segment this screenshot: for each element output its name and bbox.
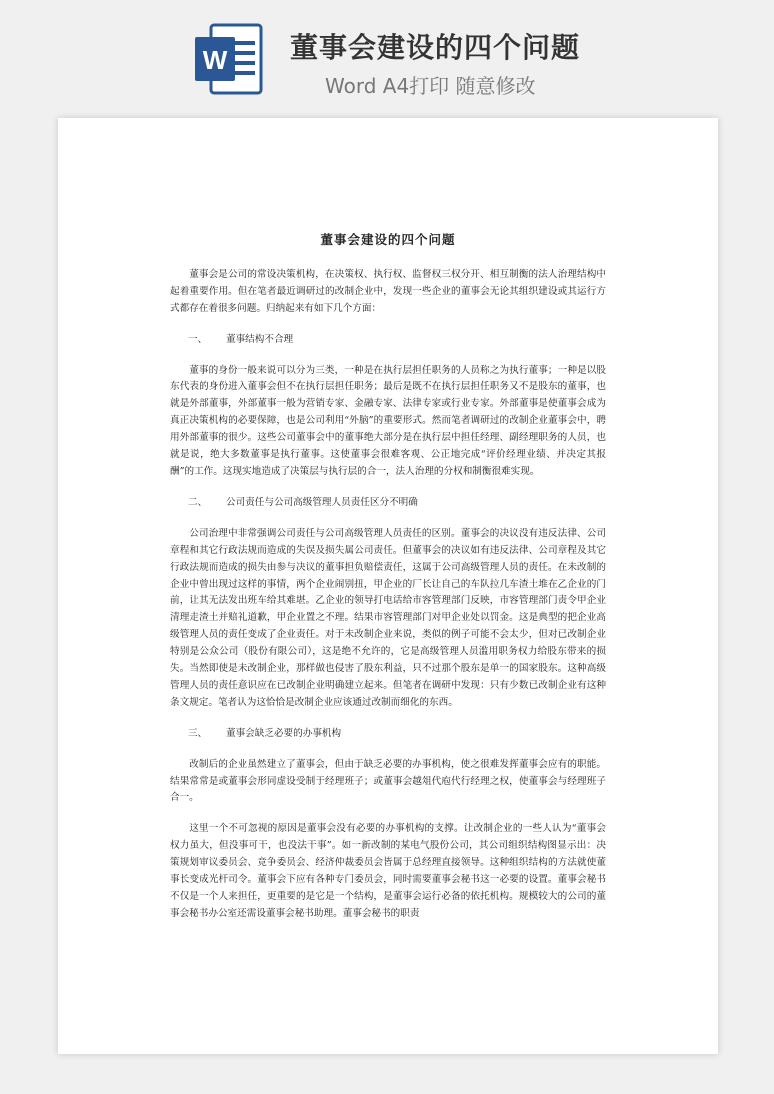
page-header bbox=[0, 0, 774, 110]
section-title: 董事会缺乏必要的办事机构 bbox=[226, 727, 342, 739]
document-content bbox=[170, 232, 606, 937]
body-paragraph: 这里一个不可忽视的原因是董事会没有必要的办事机构的支撑。让改制企业的一些人认为“董事会权力虽大，但没事可干，也没法干事”。如一新改制的某电气股份公司，其公司组织结构图显示出：决策规划审议委员会、竞争委员会、经济仲裁委员会皆属于总经理直接领导。这种组织结构的方法就使董事长变成光杆司令。董事会下应有各种专门委员会，同时需要董事会秘书这一必要的设置。董事会秘书不仅是一个人来担任，更重要的是它是一个结构，是董事会运行必备的依托机构。规模较大的公司的董事会秘书办公室还需设董事会秘书助理。董事会秘书的职责 bbox=[170, 823, 606, 919]
body-paragraph: 公司治理中非常强调公司责任与公司高级管理人员责任的区别。董事会的决议没有违反法律、公司章程和其它行政法规而造成的失误及损失属公司责任。但董事会的决议如有违反法律、公司章程及其它行政法规而造成的损失由参与决议的董事担负赔偿责任，这属于公司高级管理人员的责任。在未改制的企业中曾出现过这样的事情，两个企业闹别扭，甲企业的厂长让自己的车队拉几车渣土堆在乙企业的门前，让其无法发出班车给其难堪。乙企业的领导打电话给市容管理部门反映，市容管理部门责令甲企业清理走渣土并赔礼道歉，甲企业置之不理。结果市容管理部门对甲企业处以罚金。这是典型的把企业高级管理人员的责任变成了企业责任。对于未改制企业来说，类似的例子可能不会太少，但对已改制企业特别是公众公司（股份有限公司），这是绝不允许的，它是高级管理人员滥用职务权力给股东带来的损失。当然即使是未改制企业，那样做也侵害了股东利益，只不过那个股东是单一的国家股东。这种高级管理人员的责任意识应在已改制企业明确建立起来。但笔者在调研中发现：只有少数已改制企业有这种条文规定。笔者认为这恰恰是改制企业应该通过改制而细化的东西。 bbox=[170, 527, 606, 708]
body-paragraph: 改制后的企业虽然建立了董事会，但由于缺乏必要的办事机构，使之很难发挥董事会应有的职能。结果常常是或董事会形同虚设受制于经理班子；或董事会越俎代庖代行经理之权，使董事会与经理班子合一。 bbox=[170, 758, 606, 804]
section-heading bbox=[170, 726, 606, 743]
section-title: 董事结构不合理 bbox=[226, 333, 294, 345]
word-document-icon bbox=[193, 21, 265, 97]
section-heading bbox=[170, 495, 606, 512]
svg-text:W: W bbox=[202, 45, 228, 75]
section-number: 三、 bbox=[188, 727, 208, 739]
page-subtitle: Word A4打印 随意修改 bbox=[325, 74, 536, 98]
page-title: 董事会建设的四个问题 bbox=[290, 31, 581, 64]
section-title: 公司责任与公司高级管理人员责任区分不明确 bbox=[226, 496, 418, 508]
document-title: 董事会建设的四个问题 bbox=[320, 232, 456, 247]
document-page bbox=[58, 118, 718, 1054]
section-number: 二、 bbox=[188, 496, 208, 508]
intro-paragraph: 董事会是公司的常设决策机构，在决策权、执行权、监督权三权分开、相互制衡的法人治理结构中起着重要作用。但在笔者最近调研过的改制企业中，发现一些企业的董事会无论其组织建设或其运行方式都存在着很多问题。归纳起来有如下几个方面： bbox=[170, 268, 606, 314]
section-number: 一、 bbox=[188, 333, 208, 345]
body-paragraph: 董事的身份一般来说可以分为三类，一种是在执行层担任职务的人员称之为执行董事；一种是以股东代表的身份进入董事会但不在执行层担任职务；最后是既不在执行层担任职务又不是股东的董事，也就是外部董事，外部董事一般为营销专家、金融专家、法律专家或行业专家。外部董事是使董事会成为真正决策机构的必要保障，也是公司利用“外脑”的重要形式。然而笔者调研过的改制企业董事会中，聘用外部董事的很少。这些公司董事会中的董事绝大部分是在执行层中担任经理、副经理职务的人员，也就是说，绝大多数董事是执行董事。这使董事会很难客观、公正地完成“评价经理业绩、并决定其报酬”的工作。这现实地造成了决策层与执行层的合一，法人治理的分权和制衡很难实现。 bbox=[170, 364, 606, 477]
section-heading bbox=[170, 332, 606, 349]
